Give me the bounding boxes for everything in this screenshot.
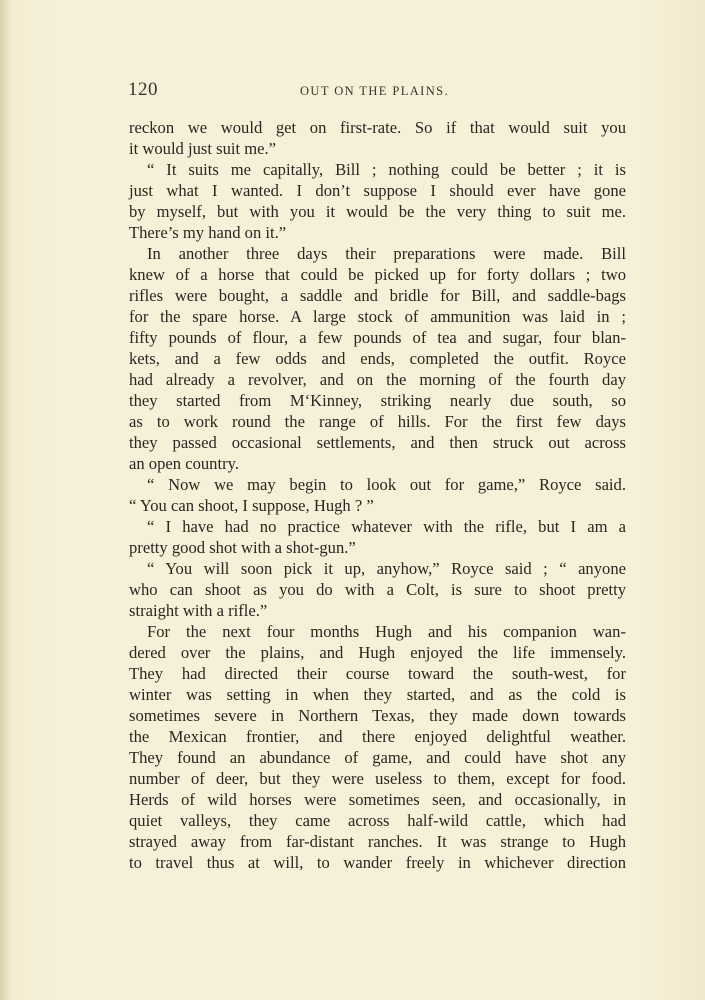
text-line: who can shoot as you do with a Colt, is sure to shoot pretty <box>129 580 626 599</box>
text-line: the Mexican frontier, and there enjoyed delightful weather. <box>129 727 626 746</box>
text-line: an open country. <box>129 454 239 473</box>
text-line: “ You can shoot, I suppose, Hugh ? ” <box>129 496 374 515</box>
text-line: reckon we would get on first-rate. So if that would suit you <box>129 118 626 137</box>
text-line: dered over the plains, and Hugh enjoyed the life immensely. <box>129 643 626 662</box>
text-line: for the spare horse. A large stock of ammunition was laid in ; <box>129 307 626 326</box>
text-line: winter was setting in when they started, and as the cold is <box>129 685 626 704</box>
text-line: number of deer, but they were useless to them, except for food. <box>129 769 626 788</box>
text-line: For the next four months Hugh and his companion wan- <box>147 622 626 641</box>
text-line: “ You will soon pick it up, anyhow,” Royce said ; “ anyone <box>147 559 626 578</box>
text-line: they started from M‘Kinney, striking nearly due south, so <box>129 391 626 410</box>
page-header <box>128 79 626 105</box>
text-line: Herds of wild horses were sometimes seen, and occasionally, in <box>129 790 626 809</box>
text-line: pretty good shot with a shot-gun.” <box>129 538 356 557</box>
text-line: to travel thus at will, to wander freely in whichever direction <box>129 853 626 872</box>
text-line: quiet valleys, they came across half-wild cattle, which had <box>129 811 626 830</box>
text-line: kets, and a few odds and ends, completed the outfit. Royce <box>129 349 626 368</box>
text-line: had already a revolver, and on the morning of the fourth day <box>129 370 626 389</box>
text-line: “ Now we may begin to look out for game,” Royce said. <box>147 475 626 494</box>
text-line: rifles were bought, a saddle and bridle for Bill, and saddle-bags <box>129 286 626 305</box>
text-line: as to work round the range of hills. For the first few days <box>129 412 626 431</box>
text-line: fifty pounds of flour, a few pounds of tea and sugar, four blan- <box>129 328 626 347</box>
text-line: They found an abundance of game, and could have shot any <box>129 748 626 767</box>
text-line: sometimes severe in Northern Texas, they made down towards <box>129 706 626 725</box>
text-line: In another three days their preparations were made. Bill <box>147 244 626 263</box>
text-line: it would just suit me.” <box>129 139 277 158</box>
text-line: just what I wanted. I don’t suppose I should ever have gone <box>129 181 626 200</box>
text-line: knew of a horse that could be picked up for forty dollars ; two <box>129 265 626 284</box>
text-line: “ It suits me capitally, Bill ; nothing could be better ; it is <box>147 160 626 179</box>
text-line: by myself, but with you it would be the very thing to suit me. <box>129 202 626 221</box>
text-line: straight with a rifle.” <box>129 601 268 620</box>
running-head: OUT ON THE PLAINS. <box>300 84 450 98</box>
text-line: They had directed their course toward the south-west, for <box>129 664 626 683</box>
page-number: 120 <box>128 79 158 100</box>
page-binding-edge <box>0 0 10 1000</box>
text-line: strayed away from far-distant ranches. It was strange to Hugh <box>129 832 626 851</box>
body-text <box>129 117 626 873</box>
text-line: There’s my hand on it.” <box>129 223 287 242</box>
text-line: they passed occasional settlements, and then struck out across <box>129 433 626 452</box>
text-line: “ I have had no practice whatever with the rifle, but I am a <box>147 517 626 536</box>
